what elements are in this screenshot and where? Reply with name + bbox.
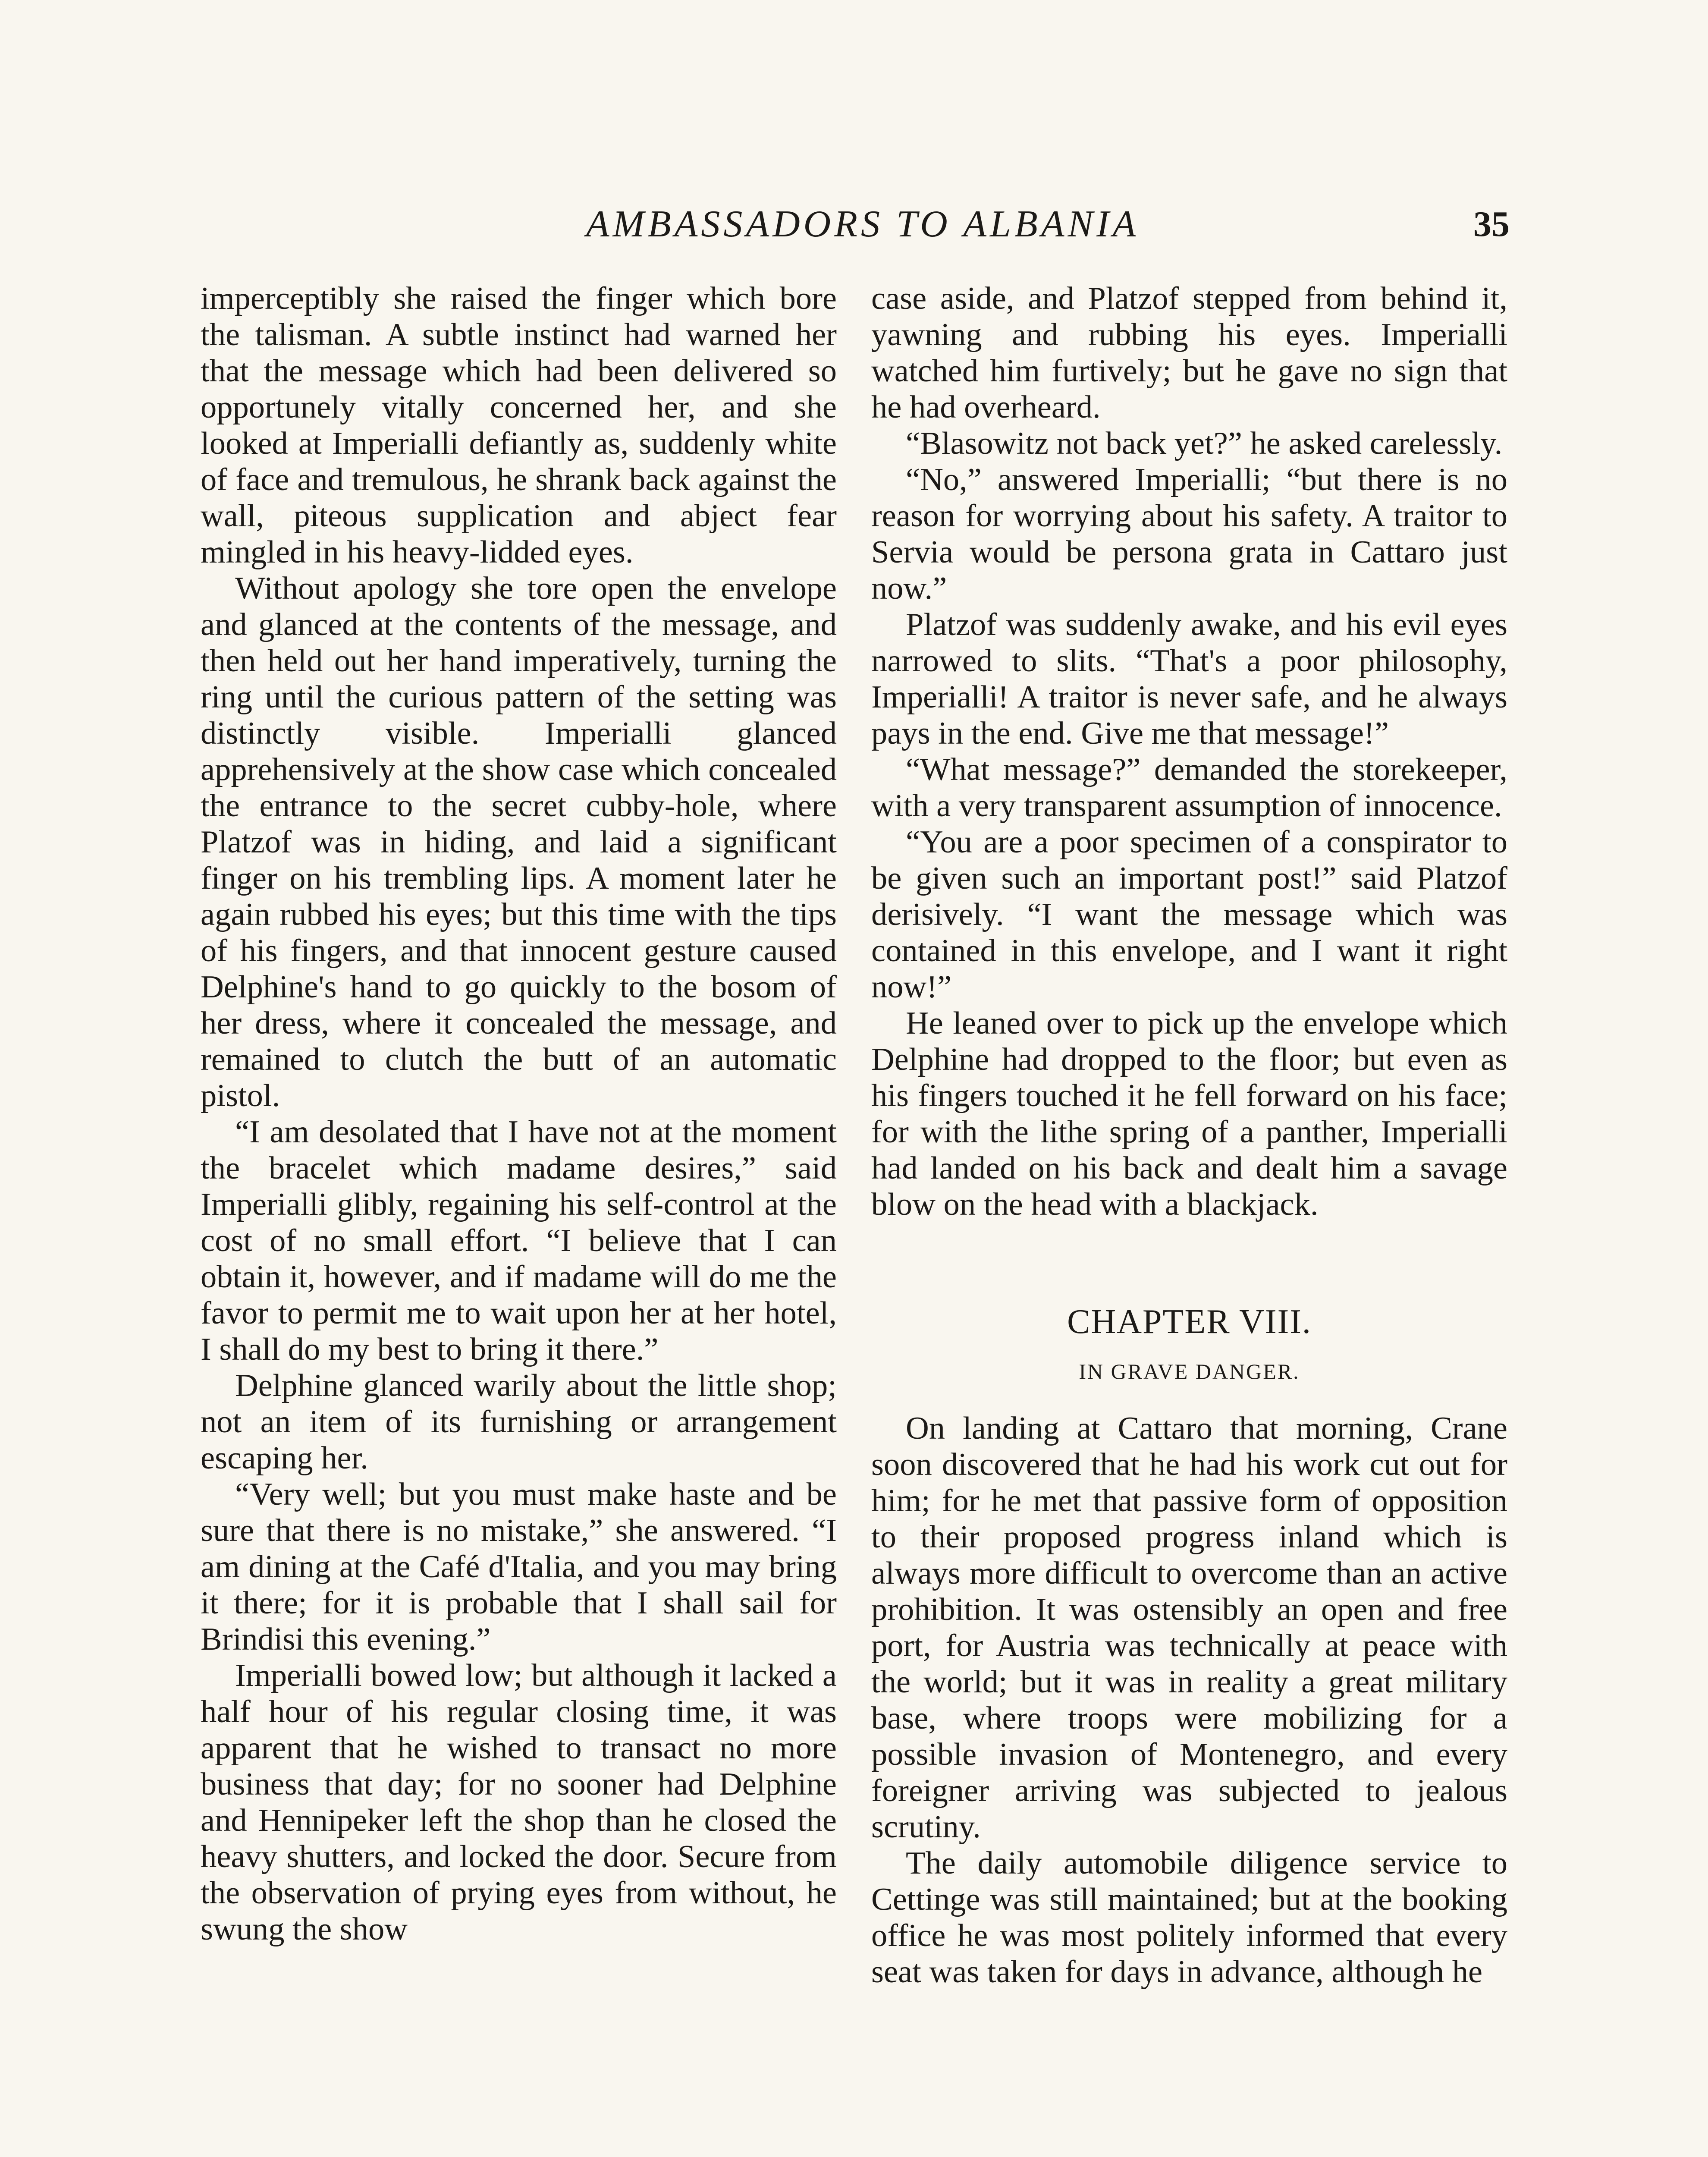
paragraph: “Blasowitz not back yet?” he asked carelessly. (906, 426, 1503, 461)
running-head (0, 198, 1708, 250)
paragraph: Without apology she tore open the envelope and glanced at the contents of the message, and then held out her hand imperatively, turning the ring until the curious pattern of the setting was distinctly visible. Imperialli glanced apprehensively at the show case which concealed the entrance to the secret cubby-hole, where Platzof was in hiding, and laid a significant finger on his trembling lips. A moment later he again rubbed his eyes; but this time with the tips of his fingers, and that innocent gesture caused Delphine's hand to go quickly to the bosom of her dress, where it concealed the message, and remained to clutch the butt of an automatic pistol. (201, 571, 837, 1113)
paragraph: On landing at Cattaro that morning, Crane soon discovered that he had his work cut out for him; for he met that passive form of opposition to their proposed progress inland which is always more difficult to overcome than an active prohibition. It was ostensibly an open and free port, for Austria was technically at peace with the world; but it was in reality a great military base, where troops were mobilizing for a possible invasion of Montenegro, and every foreigner arriving was subjected to jealous scrutiny. (871, 1411, 1507, 1845)
paragraph: “You are a poor specimen of a conspirator to be given such an important post!” said Platzof derisively. “I want the message which was contained in this envelope, and I want it right now!” (871, 824, 1507, 1005)
paragraph: Imperialli bowed low; but although it lacked a half hour of his regular closing time, it was apparent that he wished to transact no more business that day; for no sooner had Delphine and Hennipeker left the shop than he closed the heavy shutters, and locked the door. Secure from the observation of prying eyes from without, he swung the show (201, 1658, 837, 1947)
paragraph: The daily automobile diligence service to Cettinge was still maintained; but at the booking office he was most politely informed that every seat was taken for days in advance, although he (871, 1846, 1507, 1990)
paragraph: “No,” answered Imperialli; “but there is no reason for worrying about his safety. A traitor to Servia would be persona grata in Cattaro just now.” (871, 462, 1507, 606)
paragraph: imperceptibly she raised the finger which bore the talisman. A subtle instinct had warned her that the message which had been delivered so opportunely vitally concerned her, and she looked at Imperialli defiantly as, suddenly white of face and tremulous, he shrank back against the wall, piteous supplication and abject fear mingled in his heavy-lidded eyes. (201, 281, 837, 570)
page-number: 35 (1473, 204, 1510, 244)
running-title: AMBASSADORS TO ALBANIA (586, 203, 1140, 245)
paragraph: Platzof was suddenly awake, and his evil eyes narrowed to slits. “That's a poor philosophy, Imperialli! A traitor is never safe, and he always pays in the end. Give me that message!” (871, 607, 1507, 751)
paragraph: He leaned over to pick up the envelope which Delphine had dropped to the floor; but even as his fingers touched it he fell forward on his face; for with the lithe spring of a panther, Imperialli had landed on his back and dealt him a savage blow on the head with a blackjack. (871, 1006, 1507, 1222)
paragraph: case aside, and Platzof stepped from behind it, yawning and rubbing his eyes. Imperialli watched him furtively; but he gave no sign that he had overheard. (871, 281, 1507, 425)
right-column (871, 280, 1507, 1990)
paragraph: “What message?” demanded the storekeeper, with a very transparent assumption of innocence. (871, 752, 1507, 824)
left-column (201, 280, 837, 1947)
chapter-subtitle: IN GRAVE DANGER. (1079, 1359, 1300, 1383)
paragraph: “I am desolated that I have not at the moment the bracelet which madame desires,” said Imperialli glibly, regaining his self-control at the cost of no small effort. “I believe that I can obtain it, however, and if madame will do me the favor to permit me to wait upon her at her hotel, I shall do my best to bring it there.” (201, 1114, 837, 1367)
paragraph: Delphine glanced warily about the little shop; not an item of its furnishing or arrangement escaping her. (201, 1368, 837, 1476)
paragraph: “Very well; but you must make haste and be sure that there is no mistake,” she answered. “I am dining at the Café d'Italia, and you may bring it there; for it is probable that I shall sail for Brindisi this evening.” (201, 1477, 837, 1657)
chapter-title: CHAPTER VIII. (1067, 1303, 1312, 1341)
